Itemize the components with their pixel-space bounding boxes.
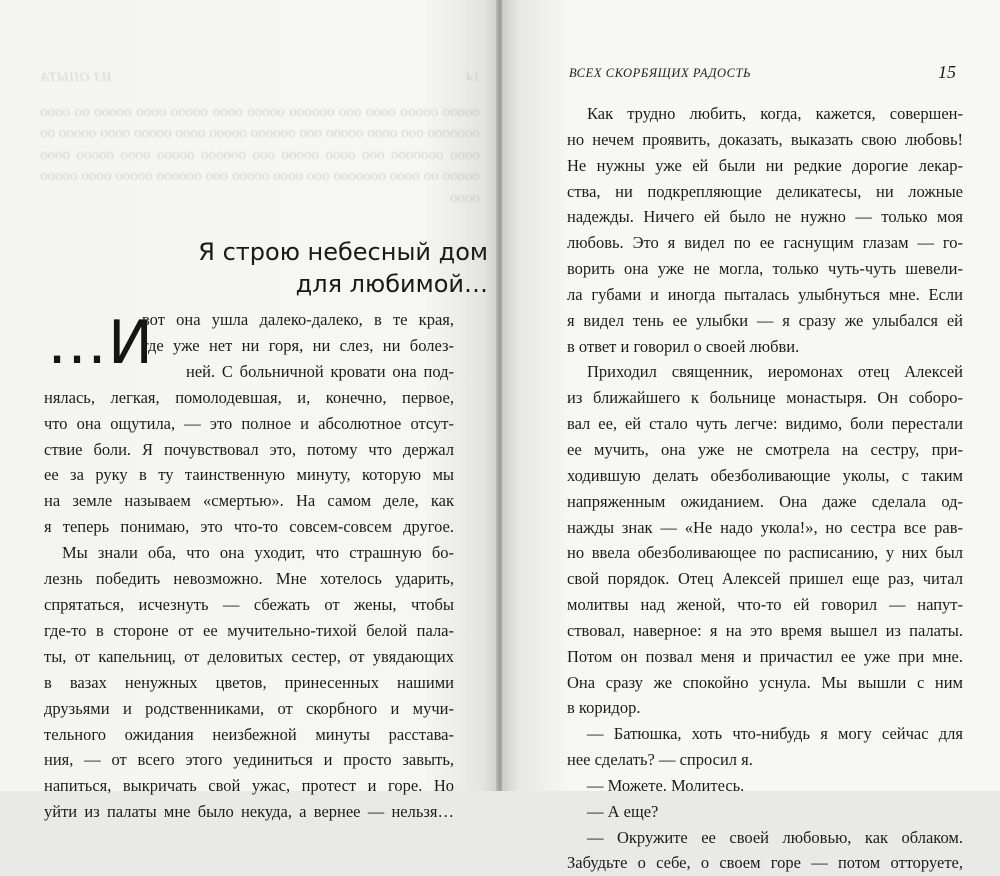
drop-cap: …И <box>47 308 154 378</box>
text-line: Потом он позвал меня и причастил ее уже при мне. <box>567 646 963 666</box>
text-line: тельного ожидания неизбежной минуты расстава- <box>44 724 454 744</box>
text-line: уйти из палаты мне было некуда, а вернее — нельзя… <box>44 802 454 822</box>
text-line: молитвы над женой, что-то ей говорил — напут- <box>567 595 963 615</box>
text-line: ла губами и иногда пыталась улыбнуться мне. Если <box>567 284 963 304</box>
text-line: но нечем проявить, доказать, выказать свою любовь! <box>567 129 963 149</box>
left-page <box>0 0 498 822</box>
text-line: вот она ушла далеко-далеко, в те края, <box>142 310 454 329</box>
text-line: Приходил священник, иеромонах отец Алексей <box>587 362 963 382</box>
text-line: ния, — от всего этого уединиться и просто завыть, <box>44 750 454 770</box>
text-line: — А еще? <box>587 801 659 821</box>
running-head: ВСЕХ СКОРБЯЩИХ РАДОСТЬ <box>569 66 752 80</box>
text-line: ходившую делать обезболивающие уколы, с таким <box>567 465 963 485</box>
text-line: спрятаться, исчезнуть — сбежать от жены, чтобы <box>44 594 454 614</box>
text-line: ворить она уже не могла, только чуть-чуть шевели- <box>567 259 963 279</box>
text-line: в вазах ненужных цветов, принесенных нашими <box>44 672 454 692</box>
page-number: 15 <box>938 62 956 82</box>
chapter-title <box>108 236 488 300</box>
text-line: Мы знали оба, что она уходит, что страшную бо- <box>62 543 454 563</box>
text-line: напряженным ожиданием. Она даже сделала од- <box>567 491 963 511</box>
text-line: Она сразу же спокойно уснула. Мы вышли с ним <box>567 672 963 692</box>
text-line: на земле называем «смертью». На самом деле, как <box>44 491 454 511</box>
text-line: свой порядок. Отец Алексей пришел еще раз, читал <box>567 569 963 589</box>
text-line: ее за руку в ту таинственную минуту, которую мы <box>44 465 454 485</box>
text-line: ствие боли. Я почувствовал это, потому что держал <box>44 439 454 459</box>
text-line: Не нужны уже ей были ни редкие дорогие лекар- <box>567 155 963 175</box>
text-line: я видел тень ее улыбки — я сразу же улыбался ей <box>567 310 963 330</box>
bleed-through-text: 14 ИЗ ОПЫТА ооооо ооооо оооо ооо оооооо ооооо оооо ооооо оооо ооооо оо оооо ооооооо ооо оооо ооооо ооо оооооо ооооо оооо ооооо оооо ооооо оо оооо ооооооо ооо оооо ооооо ооо оооооо ооооо оооо ооооо оооо ооооо оо оооо ооооооо ооо оооо ооооо ооо оооооо ооооо оооо ооооо оооо <box>40 69 480 206</box>
text-line: ты, от капельниц, от деловитых сестер, от увядающих <box>44 646 454 666</box>
text-line: из ближайшего к больнице монастыря. Он соборо- <box>567 388 963 408</box>
chapter-title-line-1: Я строю небесный дом <box>198 238 488 266</box>
text-line: в ответ и говорил о своей любви. <box>567 336 800 356</box>
text-line: нее сделать? — спросил я. <box>567 750 753 770</box>
text-line: что она ощутила, — это полное и абсолютное отсут- <box>44 413 454 433</box>
text-line: где-то в стороне от ее мучительно-тихой белой пала- <box>44 620 454 640</box>
text-line: друзьями и родственниками, от скорбного и мучи- <box>44 698 454 718</box>
text-line: ее мучить, она уже не смотрела на сестру, при- <box>567 439 963 459</box>
text-line: нялась, легкая, помолодевшая, и, конечно, первое, <box>44 387 454 407</box>
text-line: где уже нет ни горя, ни слез, ни болез- <box>142 335 454 355</box>
text-line: я теперь понимаю, это что-то совсем-совсем другое. <box>44 517 454 537</box>
left-page-body <box>44 307 454 825</box>
text-line: в коридор. <box>567 698 641 718</box>
text-line: — Окружите ее своей любовью, как облаком. <box>587 827 963 847</box>
text-line: ства, ни подкрепляющие деликатесы, ни ложные <box>567 181 963 201</box>
chapter-title-line-2: для любимой… <box>295 270 488 298</box>
text-line: — Батюшка, хоть что-нибудь я могу сейчас для <box>587 724 963 744</box>
text-line: напиться, выкричать свой ужас, протест и горе. Но <box>44 776 454 796</box>
text-line: Как трудно любить, когда, кажется, совершен- <box>587 104 963 123</box>
text-line: Забудьте о себе, о своем горе — потом отторуете, <box>567 853 963 873</box>
text-line: но ввела обезболивающее по расписанию, у них был <box>567 543 963 563</box>
text-line: вал ее, ей стало чуть легче: видимо, боли перестали <box>567 414 963 434</box>
text-line: ствовал, наверное: я на это время вышел из палаты. <box>567 620 963 640</box>
text-line: надежды. Ничего ей было не нужно — только моя <box>567 207 963 227</box>
text-line: ней. С больничной кровати она под- <box>186 361 454 381</box>
right-page-body <box>567 101 963 876</box>
text-line: лезнь победить невозможно. Мне хотелось ударить, <box>44 569 454 589</box>
text-line: любовь. Это я видел по ее гаснущим глазам — го- <box>567 233 963 253</box>
text-line: нажды знак — «Не надо укола!», но сестра все рав- <box>567 517 963 537</box>
text-line: — Можете. Молитесь. <box>587 775 745 795</box>
